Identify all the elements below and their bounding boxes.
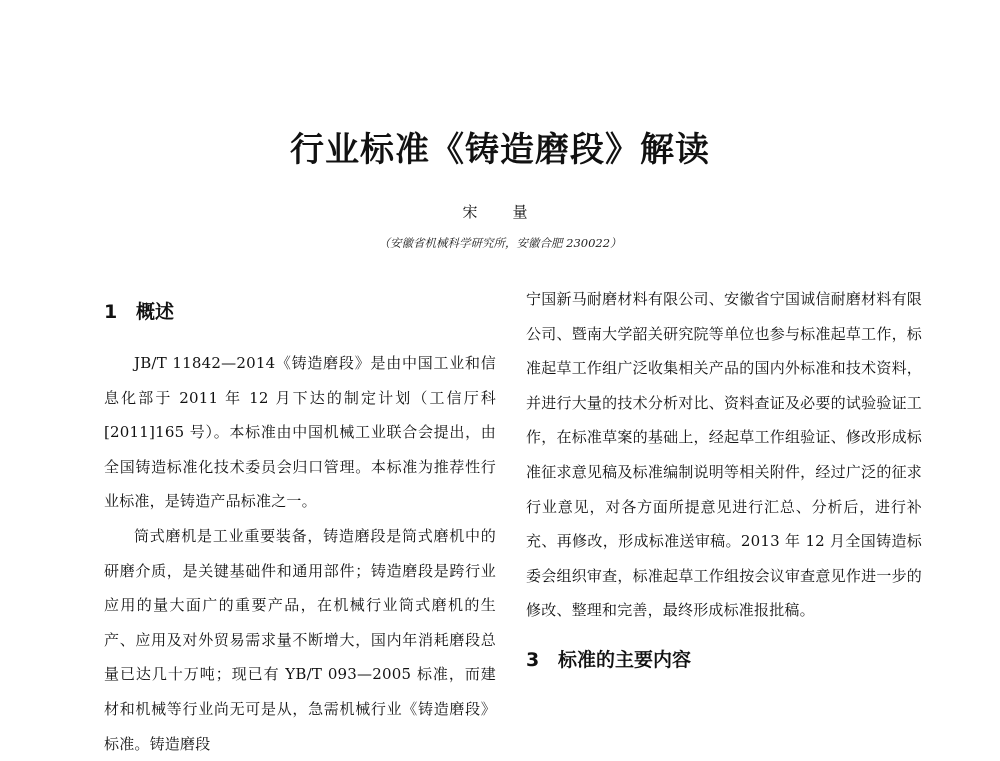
section-3-title: 标准的主要内容 (558, 648, 692, 671)
section-3-number: 3 (526, 648, 540, 671)
section-3-heading (526, 645, 922, 675)
article-title: 行业标准《铸造磨段》解读 (290, 130, 710, 170)
section-1-heading (104, 297, 496, 327)
article-author: 宋 量 (462, 203, 538, 221)
left-column (104, 282, 496, 761)
author-affiliation: （安徽省机械科学研究所，安徽合肥 230022） (378, 236, 622, 250)
section-1-title: 概述 (136, 301, 175, 323)
section-1-paragraph-2: 筒式磨机是工业重要装备，铸造磨段是筒式磨机中的研磨介质，是关键基础件和通用部件；铸造磨段是跨行业应用的量大面广的重要产品，在机械行业筒式磨机的生产、应用及对外贸易需求量不断增大，国内年消耗磨段总量已达几十万吨；现已有 YB/T 093—2005 标准，而建材和机械等行业尚无可是从，急需机械行业《铸造磨段》标准。铸造磨段 (104, 526, 496, 753)
section-1-paragraph-1: JB/T 11842—2014《铸造磨段》是由中国工业和信息化部于 2011 年 12 月下达的制定计划（工信厅科[2011]165 号）。本标准由中国机械工业联合会提出，由全国铸造标准化技术委员会归口管理。本标准为推荐性行业标准，是铸造产品标准之一。 (104, 354, 496, 511)
right-column-paragraph: 宁国新马耐磨材料有限公司、安徽省宁国诚信耐磨材料有限公司、暨南大学韶关研究院等单位也参与标准起草工作，标准起草工作组广泛收集相关产品的国内外标准和技术资料，并进行大量的技术分析对比、资料查证及必要的试验验证工作，在标准草案的基础上，经起草工作组验证、修改形成标准征求意见稿及标准编制说明等相关附件，经过广泛的征求行业意见，对各方面所提意见进行汇总、分析后，进行补充、再修改，形成标准送审稿。2013 年 12 月全国铸造标委会组织审查，标准起草工作组按会议审查意见作进一步的修改、整理和完善，最终形成标准报批稿。 (526, 290, 922, 620)
section-1-number: 1 (104, 301, 118, 323)
right-column (526, 282, 922, 675)
